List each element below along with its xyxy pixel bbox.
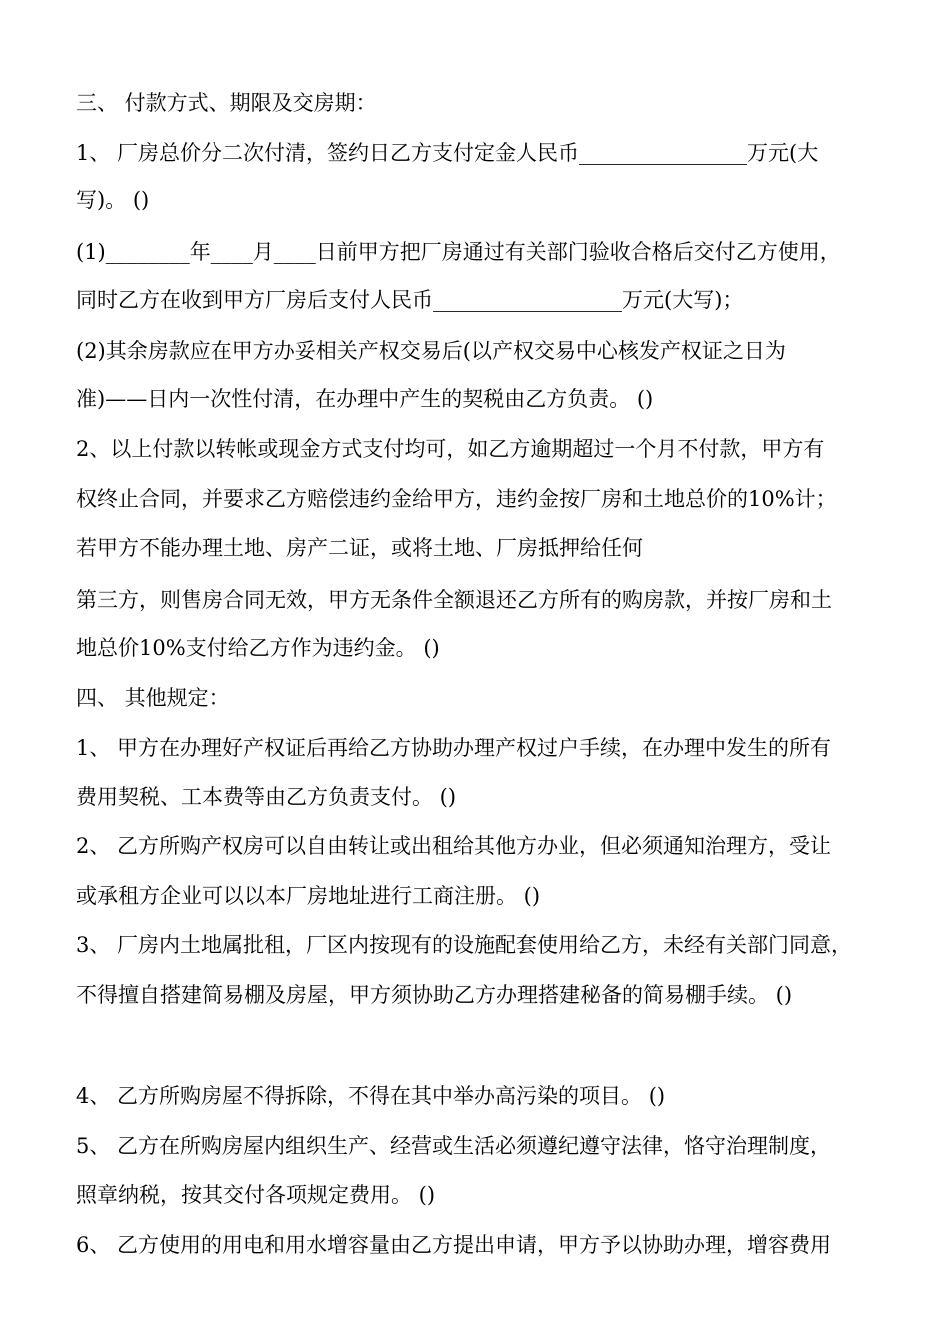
rule-2-line-2: 或承租方企业可以以本厂房地址进行工商注册。 () xyxy=(76,884,541,908)
clause-1-line-2: 写)。 () xyxy=(76,188,150,212)
clause-1-2-line-1: (2)其余房款应在甲方办妥相关产权交易后(以产权交易中心核发产权证之日为 xyxy=(76,339,786,363)
rule-5-line-2: 照章纳税，按其交付各项规定费用。 () xyxy=(76,1183,436,1207)
rule-1-line-2: 费用契税、工本费等由乙方负责支付。 () xyxy=(76,785,457,809)
clause-1-1-line-1: (1)________年____月____日前甲方把厂房通过有关部门验收合格后交付乙方使用， xyxy=(76,240,841,264)
clause-2-line-1: 2、以上付款以转帐或现金方式支付均可，如乙方逾期超过一个月不付款，甲方有 xyxy=(76,437,825,461)
clause-1-line-1: 1、 厂房总价分二次付清，签约日乙方支付定金人民币________________万元(大 xyxy=(76,141,819,165)
section-heading-payment: 三、 付款方式、期限及交房期： xyxy=(76,91,377,115)
clause-2-line-2: 权终止合同，并要求乙方赔偿违约金给甲方，违约金按厂房和土地总价的10%计； xyxy=(76,487,837,511)
clause-2-line-3: 若甲方不能办理土地、房产二证，或将土地、厂房抵押给任何 xyxy=(76,536,643,560)
rule-2-line-1: 2、 乙方所购产权房可以自由转让或出租给其他方办业，但必须通知治理方，受让 xyxy=(76,834,832,858)
rule-5-line-1: 5、 乙方在所购房屋内组织生产、经营或生活必须遵纪遵守法律，恪守治理制度， xyxy=(76,1134,832,1158)
rule-3-line-1: 3、 厂房内土地属批租，厂区内按现有的设施配套使用给乙方，未经有关部门同意， xyxy=(76,933,853,957)
rule-1-line-1: 1、 甲方在办理好产权证后再给乙方协助办理产权过户手续，在办理中发生的所有 xyxy=(76,736,832,760)
rule-4-line-1: 4、 乙方所购房屋不得拆除，不得在其中举办高污染的项目。 () xyxy=(76,1084,666,1108)
clause-2-line-4: 第三方，则售房合同无效，甲方无条件全额退还乙方所有的购房款，并按厂房和土 xyxy=(76,588,832,612)
rule-6-line-1: 6、 乙方使用的用电和用水增容量由乙方提出申请，甲方予以协助办理，增容费用 xyxy=(76,1233,832,1257)
section-heading-other: 四、 其他规定： xyxy=(76,686,230,710)
clause-2-line-5: 地总价10%支付给乙方作为违约金。 () xyxy=(76,636,440,660)
rule-3-line-2: 不得擅自搭建简易棚及房屋，甲方须协助乙方办理搭建秘备的简易棚手续。 () xyxy=(76,983,793,1007)
clause-1-2-line-2: 准)——日内一次性付清，在办理中产生的契税由乙方负责。 () xyxy=(76,387,654,411)
clause-1-1-line-2: 同时乙方在收到甲方厂房后支付人民币__________________万元(大写)； xyxy=(76,288,744,312)
